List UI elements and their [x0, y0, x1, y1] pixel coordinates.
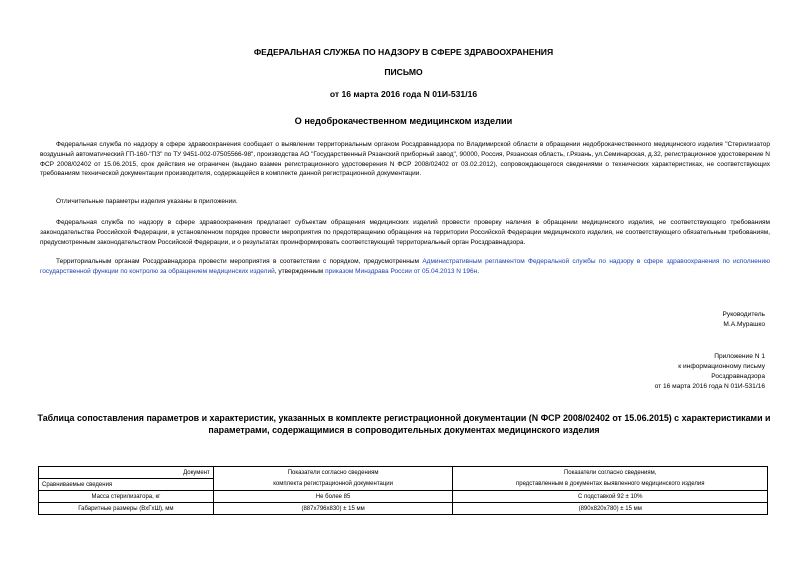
signer-position: Руководитель — [722, 311, 765, 318]
header-reg-docs-bottom: комплекта регистрационной документации — [213, 479, 453, 491]
agency-title: ФЕДЕРАЛЬНАЯ СЛУЖБА ПО НАДЗОРУ В СФЕРЕ ЗДРАВООХРАНЕНИЯ — [253, 47, 554, 57]
body-paragraph-2: Отличительные параметры изделия указаны в приложении. — [56, 198, 238, 205]
signer-name: М.А.Мурашко — [723, 321, 765, 328]
body-paragraph-1: Федеральная служба по надзору в сфере здравоохранения сообщает о выявлении территориальным органом Росздравнадзора по Владимирской области в обращении недоброкачественного медицинского изделия "Стерилизатор воздушный автоматический ГП-160-"ПЗ" по ТУ 9451-002-07505566-98", производства АО "Государственный Рязанский приборный завод", 90000, Россия, Рязанская область, г.Рязань, ул.Семинарская, д.32, регистрационное удостоверение N ФСР 2008/02402 от 15.06.2015, срок действия не ограничен (выдано взамен регистрационного удостоверения N ФСР 2008/02402 от 03.02.2012), сопровождающегося сведениями о технических характеристиках, не соответствующих требованиям технической документации производителя, содержащейся в комплекте данной регистрационной документации. — [40, 141, 770, 178]
signature-block — [723, 310, 765, 330]
reg-value-cell: (887х796х830) ± 15 мм — [213, 503, 453, 515]
param-cell: Габаритные размеры (ВхГхШ), мм — [39, 503, 214, 515]
found-value-cell: (890х820х780) ± 15 мм — [453, 503, 768, 515]
administrative-regulation-link[interactable]: Административным регламентом Федеральной службы по надзору в сфере здравоохранения по исполнению государственной функции по контролю за обращением медицинских изделий — [40, 258, 770, 275]
document-subject: О недоброкачественном медицинском изделии — [294, 116, 513, 126]
comparison-table — [38, 466, 768, 515]
appendix-block — [655, 352, 765, 392]
param-cell: Масса стерилизатора, кг — [39, 491, 214, 503]
header-found-docs-top: Показатели согласно сведениям, — [453, 467, 768, 479]
body-paragraph-3: Федеральная служба по надзору в сфере здравоохранения предлагает субъектам обращения медицинских изделий провести проверку наличия в обращении медицинского изделия, не соответствующего требованиям законодательства Российской Федерации, в установленном порядке провести мероприятия по предотвращению обращения на территории Российской Федерации медицинского изделия, не соответствующего обязательным требованиям, предусмотренным законодательством Российской Федерации, и о результатах проинформировать соответствующий территориальный орган Росздравнадзора. — [40, 219, 770, 246]
appendix-line-4: от 16 марта 2016 года N 01И-531/16 — [654, 383, 765, 390]
appendix-line-1: Приложение N 1 — [714, 353, 765, 360]
document-type: ПИСЬМО — [384, 67, 423, 77]
table-row — [39, 503, 768, 515]
table-row — [39, 491, 768, 503]
paragraph-4-text-b: , утвержденным — [274, 267, 326, 275]
appendix-line-2: к информационному письму — [678, 363, 765, 370]
corner-header-compared: Сравниваемые сведения — [39, 479, 214, 491]
paragraph-4-text-c: . — [477, 267, 480, 275]
header-found-docs-bottom: представленным в документах выявленного медицинского изделия — [453, 479, 768, 491]
table-header-row-1 — [39, 467, 768, 479]
corner-header-document: Документ — [39, 467, 214, 479]
body-paragraph-4 — [40, 257, 770, 277]
paragraph-4-text-a: Территориальным органам Росздравнадзора провести мероприятия в соответствии с порядком, предусмотренным — [56, 258, 423, 265]
reg-value-cell: Не более 85 — [213, 491, 453, 503]
table-header-row-2 — [39, 479, 768, 491]
appendix-line-3: Росздравнадзора — [711, 373, 765, 380]
header-reg-docs-top: Показатели согласно сведениям — [213, 467, 453, 479]
document-date-number: от 16 марта 2016 года N 01И-531/16 — [329, 89, 478, 99]
found-value-cell: С подставкой 92 ± 10% — [453, 491, 768, 503]
table-title: Таблица сопоставления параметров и характеристик, указанных в комплекте регистрационной документации (N ФСР 2008/02402 от 15.06.2015) с характеристиками и параметрами, содержащимися в сопроводительных документах медицинского изделия — [37, 413, 771, 435]
ministry-order-link[interactable]: приказом Минздрава России от 05.04.2013 N 196н — [325, 267, 478, 275]
